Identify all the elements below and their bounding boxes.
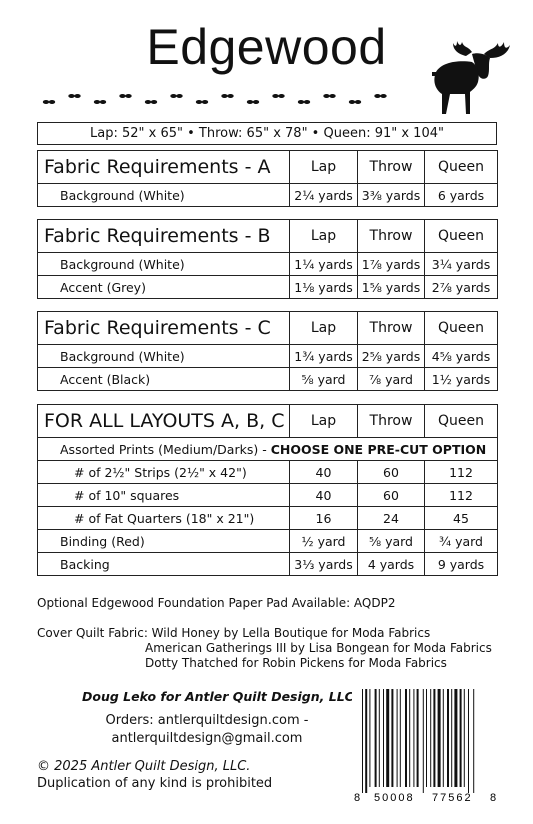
row-label: Background (White) [38,184,290,207]
lap-value: 1¼ yards [290,253,358,276]
barcode-bar [362,689,363,793]
track-print [349,100,361,104]
table-header-row [38,405,498,438]
fabric-requirements-c-table [37,311,498,391]
throw-value: 3⅜ yards [358,184,425,207]
row-label: Backing [38,553,290,576]
barcode-bar [423,689,424,793]
queen-value: 45 [425,507,498,530]
table-row [38,368,498,391]
column-lap: Lap [290,405,358,438]
column-throw: Throw [358,405,425,438]
cover-fabric-line-1: Cover Quilt Fabric: Wild Honey by Lella Boutique for Moda Fabrics [37,626,431,640]
column-lap: Lap [290,151,358,184]
track-print [221,94,233,98]
barcode-bar [460,689,462,787]
table-heading: Fabric Requirements - C [38,312,290,345]
assorted-prints-row [38,438,498,461]
lap-value: 1¾ yards [290,345,358,368]
row-label: # of 10" squares [38,484,290,507]
barcode-bar [433,689,435,787]
lap-value: 3⅓ yards [290,553,358,576]
row-label: # of Fat Quarters (18" x 21") [38,507,290,530]
lap-value: 40 [290,484,358,507]
row-label: Background (White) [38,253,290,276]
throw-value: 4 yards [358,553,425,576]
track-print [374,94,386,98]
duplication-notice: Duplication of any kind is prohibited [37,776,273,791]
column-throw: Throw [358,151,425,184]
track-print [68,94,80,98]
lap-value: ⅝ yard [290,368,358,391]
throw-value: ⅞ yard [358,368,425,391]
track-print [247,100,259,104]
column-lap: Lap [290,220,358,253]
track-print [119,94,131,98]
barcode-bar [430,689,431,787]
table-heading: Fabric Requirements - B [38,220,290,253]
fabric-requirements-b-table [37,219,498,299]
throw-value: 24 [358,507,425,530]
orders-email: antlerquiltdesign@gmail.com [111,731,303,746]
column-throw: Throw [358,312,425,345]
table-heading: Fabric Requirements - A [38,151,290,184]
track-print [43,100,55,104]
queen-value: 112 [425,484,498,507]
column-queen: Queen [425,405,498,438]
barcode-bar [365,689,367,793]
track-print [196,100,208,104]
lap-value: 40 [290,461,358,484]
barcode-digits-left: 50008 [374,792,415,804]
column-queen: Queen [425,151,498,184]
fabric-requirements-a-table [37,150,498,207]
barcode-bar [454,689,457,787]
barcode-digit-first: 8 [354,792,361,804]
barcode-bar [379,689,380,787]
lap-value: 16 [290,507,358,530]
column-throw: Throw [358,220,425,253]
queen-value: 2⅞ yards [425,276,498,299]
track-print [94,100,106,104]
row-label: Binding (Red) [38,530,290,553]
barcode-bar [413,689,414,787]
all-layouts-table [37,404,498,576]
queen-value: ¾ yard [425,530,498,553]
barcode-bar [451,689,452,787]
lap-value: 2¼ yards [290,184,358,207]
queen-value: 9 yards [425,553,498,576]
table-heading: FOR ALL LAYOUTS A, B, C [38,405,290,438]
table-header-row [38,151,498,184]
moose-tracks-decoration [40,90,400,110]
barcode-bar [397,689,398,787]
table-header-row [38,312,498,345]
barcode-bar [473,689,474,793]
optional-paper-pad-note: Optional Edgewood Foundation Paper Pad Available: AQDP2 [37,596,396,610]
pattern-title: Edgewood [146,19,387,75]
table-row [38,530,498,553]
barcode-bar [417,689,419,787]
table-row [38,507,498,530]
queen-value: 6 yards [425,184,498,207]
throw-value: ⅝ yard [358,530,425,553]
cover-fabric-line-2: American Gatherings III by Lisa Bongean for Moda Fabrics [145,641,492,655]
track-print [298,100,310,104]
table-row [38,276,498,299]
table-header-row [38,220,498,253]
table-row [38,484,498,507]
pre-cut-option-note: CHOOSE ONE PRE-CUT OPTION [270,441,487,457]
throw-value: 60 [358,484,425,507]
lap-value: 1⅛ yards [290,276,358,299]
table-row [38,345,498,368]
queen-value: 4⅝ yards [425,345,498,368]
column-queen: Queen [425,220,498,253]
throw-value: 2⅝ yards [358,345,425,368]
row-label: Accent (Grey) [38,276,290,299]
track-print [272,94,284,98]
barcode-bar [468,689,469,793]
barcode-digit-last: 8 [490,792,497,804]
barcode-bar [447,689,449,787]
row-label: # of 2½" Strips (2½" x 42") [38,461,290,484]
track-print [145,100,157,104]
assorted-prints-label: Assorted Prints (Medium/Darks) - [60,441,271,457]
barcode-bar [369,689,370,787]
table-row [38,184,498,207]
orders-website: Orders: antlerquiltdesign.com - [105,713,309,728]
copyright-notice: © 2025 Antler Quilt Design, LLC. [37,759,251,774]
row-label: Background (White) [38,345,290,368]
barcode-bar [386,689,389,787]
barcode-bar [409,689,410,787]
table-row [38,461,498,484]
table-row [38,253,498,276]
column-lap: Lap [290,312,358,345]
barcode-bar [438,689,441,787]
cover-fabric-line-3: Dotty Thatched for Robin Pickens for Moda Fabrics [145,656,447,670]
row-label: Accent (Black) [38,368,290,391]
queen-value: 112 [425,461,498,484]
designer-credit: Doug Leko for Antler Quilt Design, LLC. [82,689,359,704]
barcode-bar [400,689,401,787]
barcode-bar [426,689,427,787]
throw-value: 60 [358,461,425,484]
upc-barcode [352,689,498,805]
lap-value: ½ yard [290,530,358,553]
queen-value: 3¼ yards [425,253,498,276]
barcode-bar [383,689,384,787]
quilt-sizes: Lap: 52" x 65" • Throw: 65" x 78" • Queen: 91" x 104" [37,122,497,145]
copyright-block [37,758,272,792]
assorted-prints-cell [38,438,498,461]
queen-value: 1½ yards [425,368,498,391]
throw-value: 1⅝ yards [358,276,425,299]
table-row [38,553,498,576]
barcode-digits-right: 77562 [432,792,473,804]
track-print [170,94,182,98]
barcode-bar [391,689,393,787]
track-print [323,94,335,98]
throw-value: 1⅞ yards [358,253,425,276]
moose-logo [428,38,512,118]
orders-info [100,712,314,748]
barcode-bar [443,689,444,787]
barcode-bar [464,689,465,787]
barcode-bar [375,689,377,787]
column-queen: Queen [425,312,498,345]
barcode-bar [405,689,407,787]
